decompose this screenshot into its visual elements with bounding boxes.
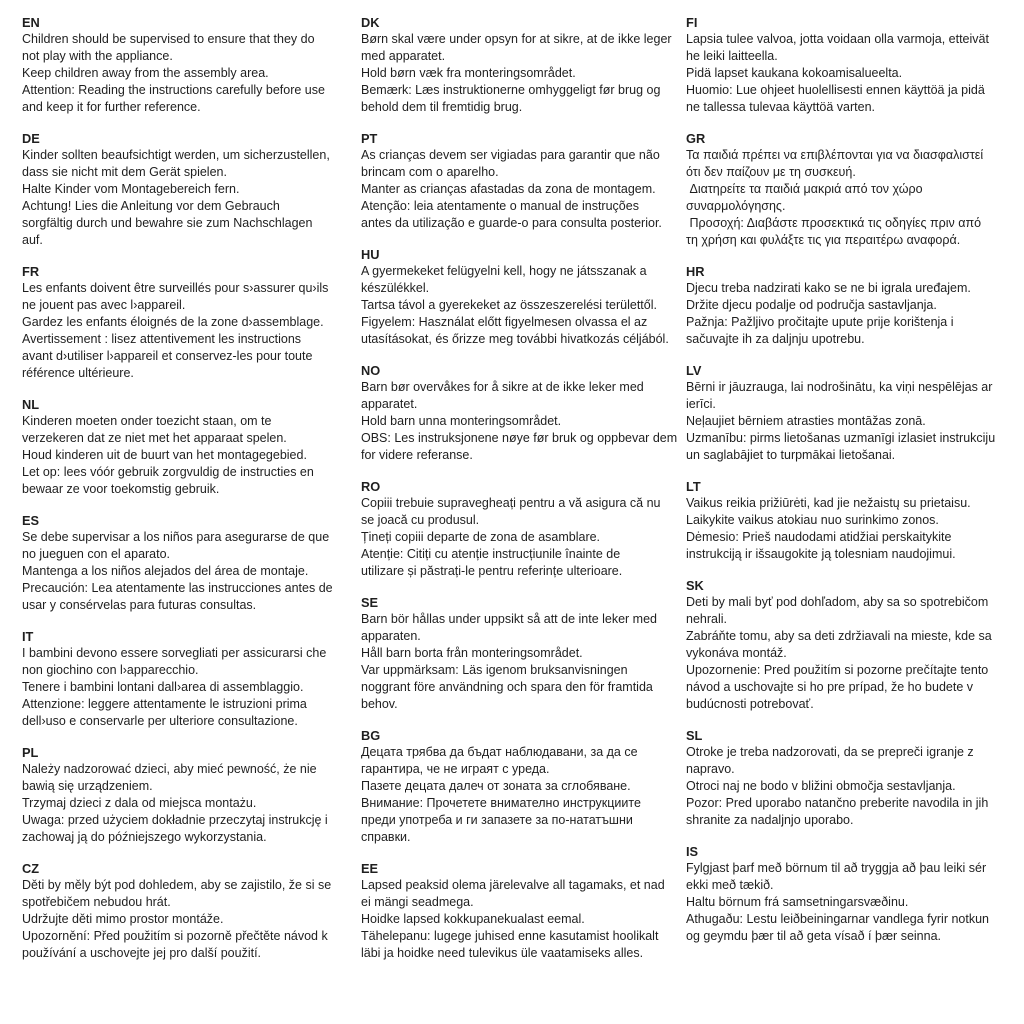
text-line: bawią się urządzeniem. (22, 779, 153, 793)
text-line: Les enfants doivent être surveillés pour s›assurer qu›ils (22, 281, 329, 295)
text-line: avant d›utiliser l›appareil et conservez-les pour toute (22, 349, 313, 363)
text-line: Uzmanību: pirms lietošanas uzmanīgi izlasiet instrukciju (686, 431, 996, 445)
text-line: Upozornenie: Pred použitím si pozorne prečítajte tento (686, 663, 989, 677)
language-section-fr (22, 263, 353, 382)
language-code: DE (22, 131, 40, 146)
language-code: CZ (22, 861, 40, 876)
text-line: Attenzione: leggere attentamente le istruzioni prima (22, 697, 307, 711)
text-line: med apparatet. (361, 49, 446, 63)
text-line: utasításokat, és őrizze meg további hivatkozás céljából. (361, 332, 669, 346)
text-line: Atenție: Citiți cu atenție instrucțiunile înainte de (361, 547, 621, 561)
text-line: noggrant före användning och spara den för framtida (361, 680, 653, 694)
language-section-es (22, 512, 353, 614)
text-line: no jueguen con el aparato. (22, 547, 171, 561)
text-line: un saglabājiet to turpmākai lietošanai. (686, 448, 896, 462)
text-line: гарантира, че не играят с уреда. (361, 762, 550, 776)
text-line: I bambini devono essere sorvegliati per assicurarsi che (22, 646, 327, 660)
language-code: FR (22, 264, 40, 279)
language-code: NO (361, 363, 381, 378)
text-line: Barn bör hållas under uppsikt så att de inte leker med (361, 612, 658, 626)
text-line: utilizare și păstrați-le pentru referințe ulterioare. (361, 564, 623, 578)
language-section-no (361, 362, 678, 464)
text-line: Προσοχή: Διαβάστε προσεκτικά τις οδηγίες πριν από (686, 216, 982, 230)
text-line: Children should be supervised to ensure that they do (22, 32, 315, 46)
language-section-hr (686, 263, 1008, 348)
language-code: BG (361, 728, 381, 743)
text-line: Atenção: leia atentamente o manual de instruções (361, 199, 639, 213)
text-line: Držite djecu podalje od područja sastavljanja. (686, 298, 937, 312)
text-line: Var uppmärksam: Läs igenom bruksanvisningen (361, 663, 628, 677)
language-section-nl (22, 396, 353, 498)
language-section-gr (686, 130, 1008, 249)
text-line: Otroke je treba nadzorovati, da se prepreči igranje z (686, 745, 974, 759)
text-line: Kinder sollten beaufsichtigt werden, um sicherzustellen, (22, 148, 330, 162)
language-section-de (22, 130, 353, 249)
text-line: Håll barn borta från monteringsområdet. (361, 646, 583, 660)
text-line: Halte Kinder vom Montagebereich fern. (22, 182, 240, 196)
column-1 (22, 14, 361, 1024)
text-line: nehrali. (686, 612, 727, 626)
text-line: he leiki laitteella. (686, 49, 778, 63)
text-line: Djecu treba nadzirati kako se ne bi igrala uređajem. (686, 281, 971, 295)
language-section-it (22, 628, 353, 730)
text-line: Децата трябва да бъдат наблюдавани, за да се (361, 745, 638, 759)
text-line: Mantenga a los niños alejados del área de montaje. (22, 564, 309, 578)
language-section-pt (361, 130, 678, 232)
text-line: Kinderen moeten onder toezicht staan, om te (22, 414, 272, 428)
text-line: Deti by mali byť pod dohľadom, aby sa so spotrebičom (686, 595, 989, 609)
text-line: Keep children away from the assembly area. (22, 66, 269, 80)
language-code: EE (361, 861, 379, 876)
language-section-cz (22, 860, 353, 962)
text-line: behov. (361, 697, 398, 711)
text-line: Τα παιδιά πρέπει να επιβλέπονται για να διασφαλιστεί (686, 148, 984, 162)
text-line: Zabráňte tomu, aby sa deti zdržiavali na mieste, kde sa (686, 629, 992, 643)
text-line: Let op: lees vóór gebruik zorgvuldig de instructies en (22, 465, 314, 479)
text-line: Należy nadzorować dzieci, aby mieć pewność, że nie (22, 762, 317, 776)
language-section-en (22, 14, 353, 116)
text-line: používání a uschovejte jej pro další použití. (22, 946, 262, 960)
text-line: instrukciją ir išsaugokite ją tolesniam naudojimui. (686, 547, 956, 561)
language-code: LV (686, 363, 702, 378)
text-line: Внимание: Прочетете внимателно инструкциите (361, 796, 641, 810)
language-code: ES (22, 513, 40, 528)
text-line: Tenere i bambini lontani dall›area di assemblaggio. (22, 680, 304, 694)
language-code: DK (361, 15, 380, 30)
text-line: Athugaðu: Lestu leiðbeiningarnar vandlega fyrir notkun (686, 912, 989, 926)
language-code: IS (686, 844, 699, 859)
text-line: Barn bør overvåkes for å sikre at de ikke leker med (361, 380, 644, 394)
language-section-hu (361, 246, 678, 348)
language-code: RO (361, 479, 381, 494)
text-line: Tähelepanu: lugege juhised enne kasutamist hoolikalt (361, 929, 659, 943)
text-line: bewaar ze voor toekomstig gebruik. (22, 482, 220, 496)
text-line: Vaikus reikia prižiūrėti, kad jie nežaistų su prietaisu. (686, 496, 971, 510)
text-line: dell›uso e conservarle per ulteriore consultazione. (22, 714, 298, 728)
text-line: As crianças devem ser vigiadas para garantir que não (361, 148, 660, 162)
text-line: budúcnosti potrebovať. (686, 697, 814, 711)
language-section-lv (686, 362, 1008, 464)
text-line: Tartsa távol a gyerekeket az összeszerelési területtől. (361, 298, 657, 312)
language-section-se (361, 594, 678, 713)
text-line: apparaten. (361, 629, 421, 643)
text-line: Bemærk: Læs instruktionerne omhyggeligt før brug og (361, 83, 661, 97)
language-code: HR (686, 264, 705, 279)
text-line: справки. (361, 830, 411, 844)
text-line: napravo. (686, 762, 735, 776)
text-line: ierīci. (686, 397, 716, 411)
language-section-is (686, 843, 1008, 945)
text-line: Lapsia tulee valvoa, jotta voidaan olla varmoja, etteivät (686, 32, 989, 46)
text-line: Děti by měly být pod dohledem, aby se zajistilo, že si se (22, 878, 332, 892)
language-code: SK (686, 578, 704, 593)
text-line: Manter as crianças afastadas da zona de montagem. (361, 182, 656, 196)
text-line: Pažnja: Pažljivo pročitajte upute prije korištenja i (686, 315, 954, 329)
text-line: Børn skal være under opsyn for at sikre, at de ikke leger (361, 32, 672, 46)
text-line: преди употреба и ги запазете за по-нататъшни (361, 813, 633, 827)
column-3 (686, 14, 1016, 1024)
text-line: for videre referanse. (361, 448, 473, 462)
text-line: ne jouent pas avec l›appareil. (22, 298, 186, 312)
text-line: készülékkel. (361, 281, 430, 295)
text-line: Trzymaj dzieci z dala od miejsca montażu. (22, 796, 257, 810)
language-section-sl (686, 727, 1008, 829)
text-line: Fylgjast þarf með börnum til að tryggja að þau leiki sér (686, 861, 987, 875)
language-section-lt (686, 478, 1008, 563)
text-line: Lapsed peaksid olema järelevalve all tagamaks, et nad (361, 878, 665, 892)
text-line: ei mängi seadmega. (361, 895, 474, 909)
language-code: PT (361, 131, 378, 146)
text-line: ekki með tækið. (686, 878, 774, 892)
text-line: Attention: Reading the instructions carefully before use (22, 83, 325, 97)
text-line: návod a uschovajte si ho pre prípad, že ho budete v (686, 680, 973, 694)
text-line: Uwaga: przed użyciem dokładnie przeczytaj instrukcję i (22, 813, 328, 827)
text-line: ne tallessa tulevaa käyttöä varten. (686, 100, 876, 114)
text-line: Bērni ir jāuzrauga, lai nodrošinātu, ka viņi nespēlējas ar (686, 380, 993, 394)
text-line: og geymdu þær til að geta vísað í þær seinna. (686, 929, 942, 943)
text-line: Pidä lapset kaukana kokoamisalueelta. (686, 66, 903, 80)
text-line: Пазете децата далеч от зоната за сглобяване. (361, 779, 631, 793)
text-line: dass sie nicht mit dem Gerät spielen. (22, 165, 227, 179)
text-line: Figyelem: Használat előtt figyelmesen olvassa el az (361, 315, 648, 329)
text-line: Upozornění: Před použitím si pozorně přečtěte návod k (22, 929, 328, 943)
text-line: Διατηρείτε τα παιδιά μακριά από τον χώρο (686, 182, 923, 196)
text-line: Otroci naj ne bodo v bližini območja sestavljanja. (686, 779, 956, 793)
text-line: Achtung! Lies die Anleitung vor dem Gebrauch (22, 199, 280, 213)
text-line: non giochino con l›apparecchio. (22, 663, 199, 677)
text-line: behold dem til fremtidig brug. (361, 100, 523, 114)
text-line: Țineți copiii departe de zona de asamblare. (361, 530, 601, 544)
language-section-pl (22, 744, 353, 846)
text-line: and keep it for further reference. (22, 100, 201, 114)
language-section-bg (361, 727, 678, 846)
text-line: référence ultérieure. (22, 366, 134, 380)
text-line: συναρμολόγησης. (686, 199, 786, 213)
text-line: sačuvajte ih za daljnju upotrebu. (686, 332, 865, 346)
text-line: vykonáva montáž. (686, 646, 787, 660)
text-line: Udržujte děti mimo prostor montáže. (22, 912, 224, 926)
language-section-dk (361, 14, 678, 116)
text-line: se joacă cu produsul. (361, 513, 480, 527)
language-code: LT (686, 479, 701, 494)
text-line: Pozor: Pred uporabo natančno preberite navodila in jih (686, 796, 989, 810)
text-line: usar y consérvelas para futuras consultas. (22, 598, 257, 612)
text-line: shranite za nadaljnjo uporabo. (686, 813, 854, 827)
text-line: Hoidke lapsed kokkupanekualast eemal. (361, 912, 585, 926)
language-code: NL (22, 397, 40, 412)
text-line: Gardez les enfants éloignés de la zone d›assemblage. (22, 315, 324, 329)
text-line: Neļaujiet bērniem atrasties montāžas zonā. (686, 414, 926, 428)
text-line: A gyermekeket felügyelni kell, hogy ne játsszanak a (361, 264, 647, 278)
text-line: Houd kinderen uit de buurt van het montagegebied. (22, 448, 307, 462)
text-line: Precaución: Lea atentamente las instrucciones antes de (22, 581, 333, 595)
language-code: SE (361, 595, 379, 610)
text-line: antes da utilização e guarde-o para consulta posterior. (361, 216, 662, 230)
text-line: not play with the appliance. (22, 49, 173, 63)
language-code: SL (686, 728, 703, 743)
text-line: Laikykite vaikus atokiau nuo surinkimo zonos. (686, 513, 939, 527)
text-line: Hold barn unna monteringsområdet. (361, 414, 562, 428)
language-code: HU (361, 247, 380, 262)
text-line: τη χρήση και φυλάξτε τις για περαιτέρω αναφορά. (686, 233, 961, 247)
text-line: verzekeren dat ze niet met het apparaat spelen. (22, 431, 287, 445)
text-line: brincam com o aparelho. (361, 165, 499, 179)
language-code: EN (22, 15, 40, 30)
text-line: sorgfältig durch und bewahre sie zum Nachschlagen (22, 216, 313, 230)
text-line: Hold børn væk fra monteringsområdet. (361, 66, 576, 80)
text-line: zachowaj ją do późniejszego wykorzystania. (22, 830, 267, 844)
text-line: läbi ja hoidke need tulevikus üle vaatamiseks alles. (361, 946, 644, 960)
text-line: apparatet. (361, 397, 418, 411)
text-line: Se debe supervisar a los niños para asegurarse de que (22, 530, 330, 544)
text-line: Avertissement : lisez attentivement les instructions (22, 332, 302, 346)
language-code: PL (22, 745, 39, 760)
text-line: Dėmesio: Prieš naudodami atidžiai perskaitykite (686, 530, 952, 544)
column-2 (361, 14, 686, 1024)
language-section-fi (686, 14, 1008, 116)
language-code: FI (686, 15, 698, 30)
text-line: spotřebičem nebudou hrát. (22, 895, 171, 909)
language-code: IT (22, 629, 34, 644)
text-line: ότι δεν παίζουν με τη συσκευή. (686, 165, 856, 179)
text-line: Haltu börnum frá samsetningarsvæðinu. (686, 895, 909, 909)
language-section-ro (361, 478, 678, 580)
text-line: Copiii trebuie supravegheați pentru a vă asigura că nu (361, 496, 661, 510)
text-line: OBS: Les instruksjonene nøye før bruk og oppbevar dem (361, 431, 678, 445)
language-section-sk (686, 577, 1008, 713)
text-line: auf. (22, 233, 43, 247)
language-section-ee (361, 860, 678, 962)
text-line: Huomio: Lue ohjeet huolellisesti ennen käyttöä ja pidä (686, 83, 985, 97)
language-code: GR (686, 131, 706, 146)
